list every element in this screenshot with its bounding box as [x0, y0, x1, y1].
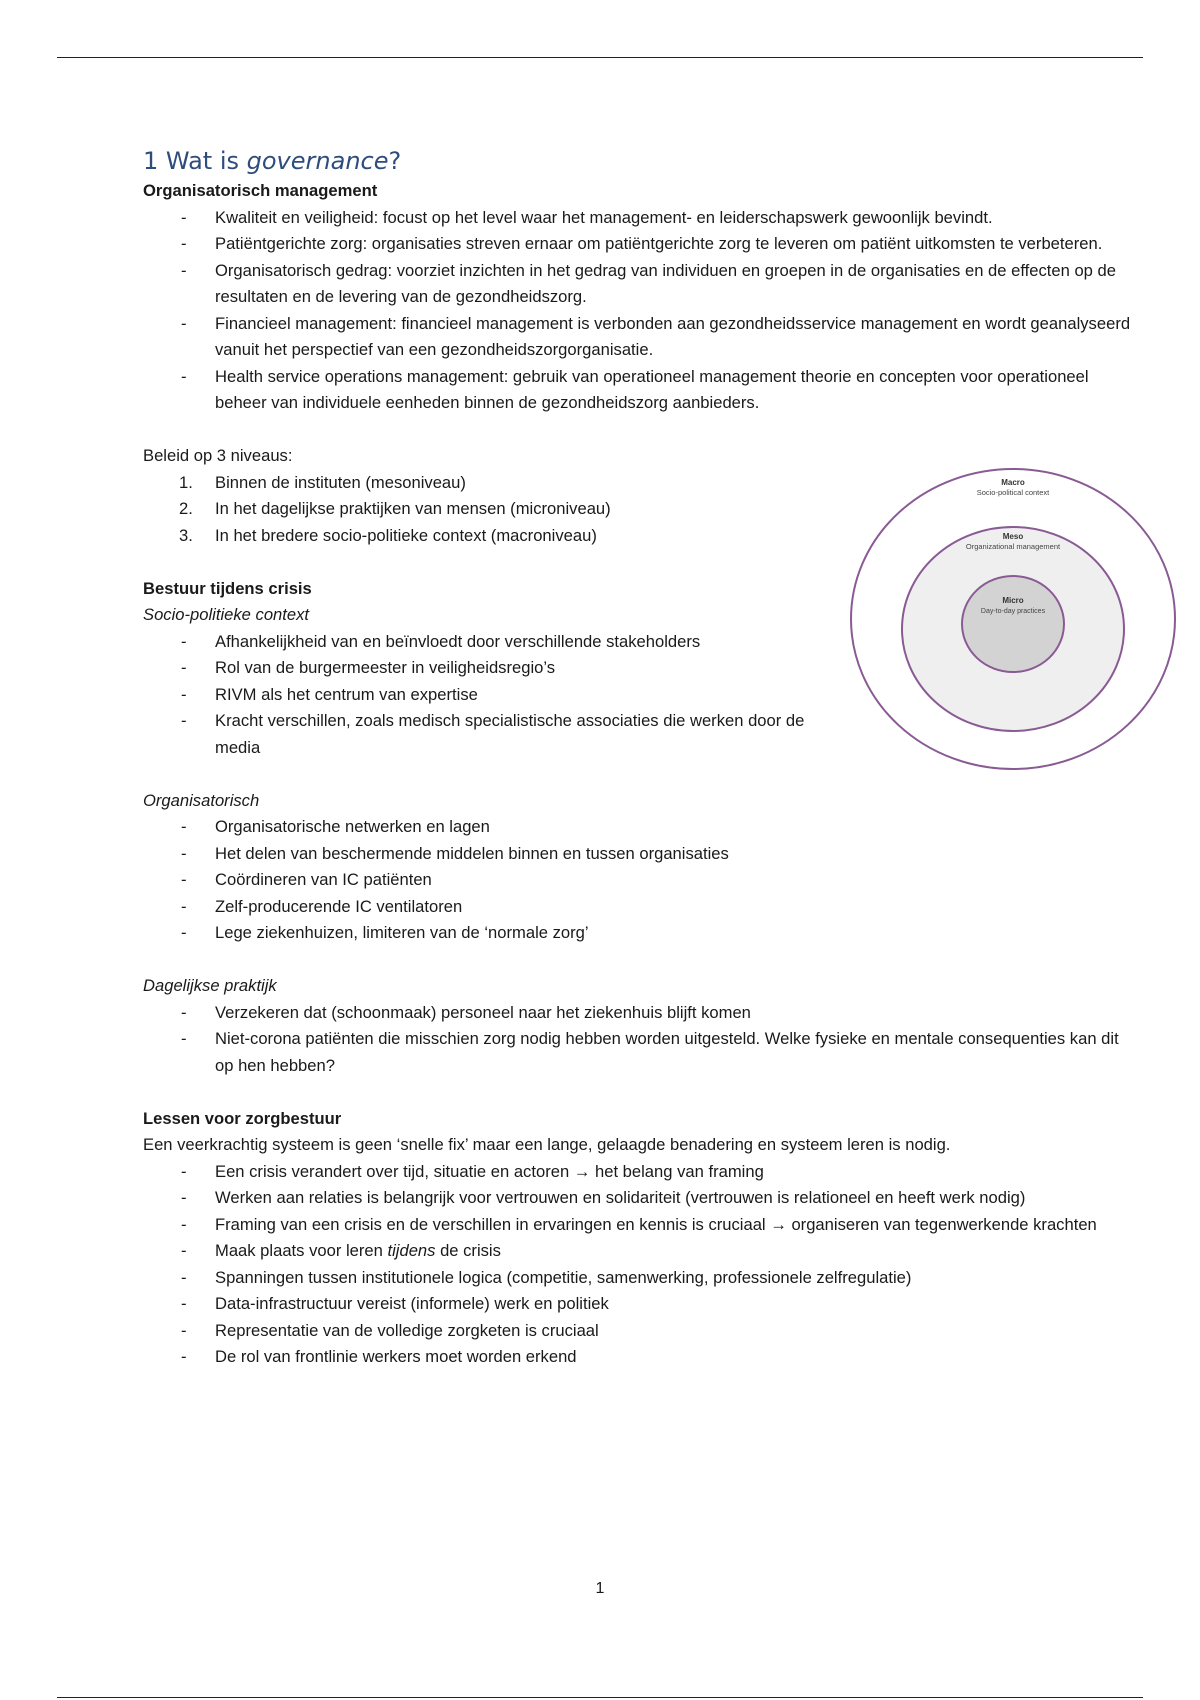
list-item: - Data-infrastructuur vereist (informele) werk en politiek — [181, 1294, 609, 1313]
list-item: - Verzekeren dat (schoonmaak) personeel naar het ziekenhuis blijft komen — [181, 1002, 751, 1022]
list-item: - Maak plaats voor leren tijdens de crisis — [181, 1241, 501, 1260]
numbered-item: 2. In het dagelijkse praktijken van mensen (microniveau) — [179, 499, 611, 518]
list-item: - Organisatorisch gedrag: voorziet inzichten in het gedrag van individuen en groepen in de organisaties en de effecten op de resultaten en de levering van de gezondheidszorg. — [181, 260, 1116, 306]
daily-subtitle: Dagelijkse praktijk — [143, 976, 277, 995]
list-item: - Patiëntgerichte zorg: organisaties streven ernaar om patiëntgerichte zorg te leveren om patiënt uitkomsten te verbeteren. — [181, 234, 1103, 253]
list-item: - Niet-corona patiënten die misschien zorg nodig hebben worden uitgesteld. Welke fysieke en mentale consequenties kan dit op hen hebben? — [181, 1029, 1119, 1075]
meso-sublabel: Organizational management — [965, 542, 1061, 551]
daily-list — [143, 1000, 1133, 1080]
list-item: - Afhankelijkheid van en beïnvloedt door verschillende stakeholders — [181, 631, 701, 651]
micro-ring — [962, 576, 1064, 672]
lessons-intro: Een veerkrachtig systeem is geen ‘snelle fix’ maar een lange, gelaagde benadering en systeem leren is nodig. — [143, 1135, 951, 1154]
socio-subtitle: Socio-politieke context — [143, 605, 310, 624]
numbered-item: 3. In het bredere socio-politieke context (macroniveau) — [179, 525, 597, 545]
list-item: - Rol van de burgermeester in veiligheidsregio’s — [181, 658, 556, 677]
org-management-list — [143, 205, 1133, 417]
crisis-title: Bestuur tijdens crisis — [143, 578, 312, 598]
list-item: - Een crisis verandert over tijd, situatie en actoren → het belang van framing — [181, 1161, 764, 1181]
levels-intro: Beleid op 3 niveaus: — [143, 446, 293, 465]
list-item: - Spanningen tussen institutionele logica (competitie, samenwerking, professionele zelfregulatie) — [181, 1267, 912, 1287]
org-management-title: Organisatorisch management — [143, 181, 378, 200]
list-item: - RIVM als het centrum van expertise — [181, 684, 478, 704]
list-item: - Werken aan relaties is belangrijk voor vertrouwen en solidariteit (vertrouwen is relationeel en heeft werk nodig) — [181, 1188, 1026, 1207]
lessons-list — [143, 1159, 1133, 1371]
macro-sublabel: Socio-political context — [976, 488, 1050, 497]
meso-label: Meso — [1002, 532, 1024, 541]
list-item: - Representatie van de volledige zorgketen is cruciaal — [181, 1320, 599, 1340]
list-item: - Zelf-producerende IC ventilatoren — [181, 896, 463, 916]
list-item: - Lege ziekenhuizen, limiteren van de ‘normale zorg’ — [181, 923, 589, 942]
macro-label: Macro — [1001, 478, 1025, 487]
org-list — [143, 814, 1133, 947]
org-subtitle: Organisatorisch — [143, 790, 260, 810]
micro-sublabel: Day-to-day practices — [980, 608, 1046, 615]
list-item: - De rol van frontlinie werkers moet worden erkend — [181, 1347, 577, 1366]
socio-list — [143, 629, 823, 762]
header-rule — [57, 57, 1143, 58]
lessons-title: Lessen voor zorgbestuur — [143, 1108, 342, 1128]
list-item: - Financieel management: financieel management is verbonden aan gezondheidsservice management en wordt geanalyseerd vanuit het perspectief van een gezondheidszorgorganisatie. — [181, 313, 1131, 359]
numbered-item: 1. Binnen de instituten (mesoniveau) — [179, 472, 466, 492]
micro-label: Micro — [1002, 596, 1024, 605]
list-item: - Coördineren van IC patiënten — [181, 870, 432, 889]
list-item: - Het delen van beschermende middelen binnen en tussen organisaties — [181, 843, 729, 863]
list-item: - Organisatorische netwerken en lagen — [181, 817, 490, 836]
page-number: 1 — [595, 1580, 605, 1597]
governance-levels-diagram — [848, 466, 1178, 772]
list-item: - Framing van een crisis en de verschillen in ervaringen en kennis is cruciaal → organiseren van tegenwerkende krachten — [181, 1214, 1097, 1234]
section-heading: 1 Wat is governance? — [143, 147, 402, 175]
list-item: - Kracht verschillen, zoals medisch specialistische associaties die werken door de media — [181, 711, 805, 757]
list-item: - Health service operations management: gebruik van operationeel management theorie en concepten voor operationeel beheer van individuele eenheden binnen de gezondheidszorg aanbieders. — [181, 366, 1089, 412]
list-item: - Kwaliteit en veiligheid: focust op het level waar het management- en leiderschapswerk gewoonlijk bevindt. — [181, 207, 993, 227]
footer-rule — [57, 1697, 1143, 1698]
